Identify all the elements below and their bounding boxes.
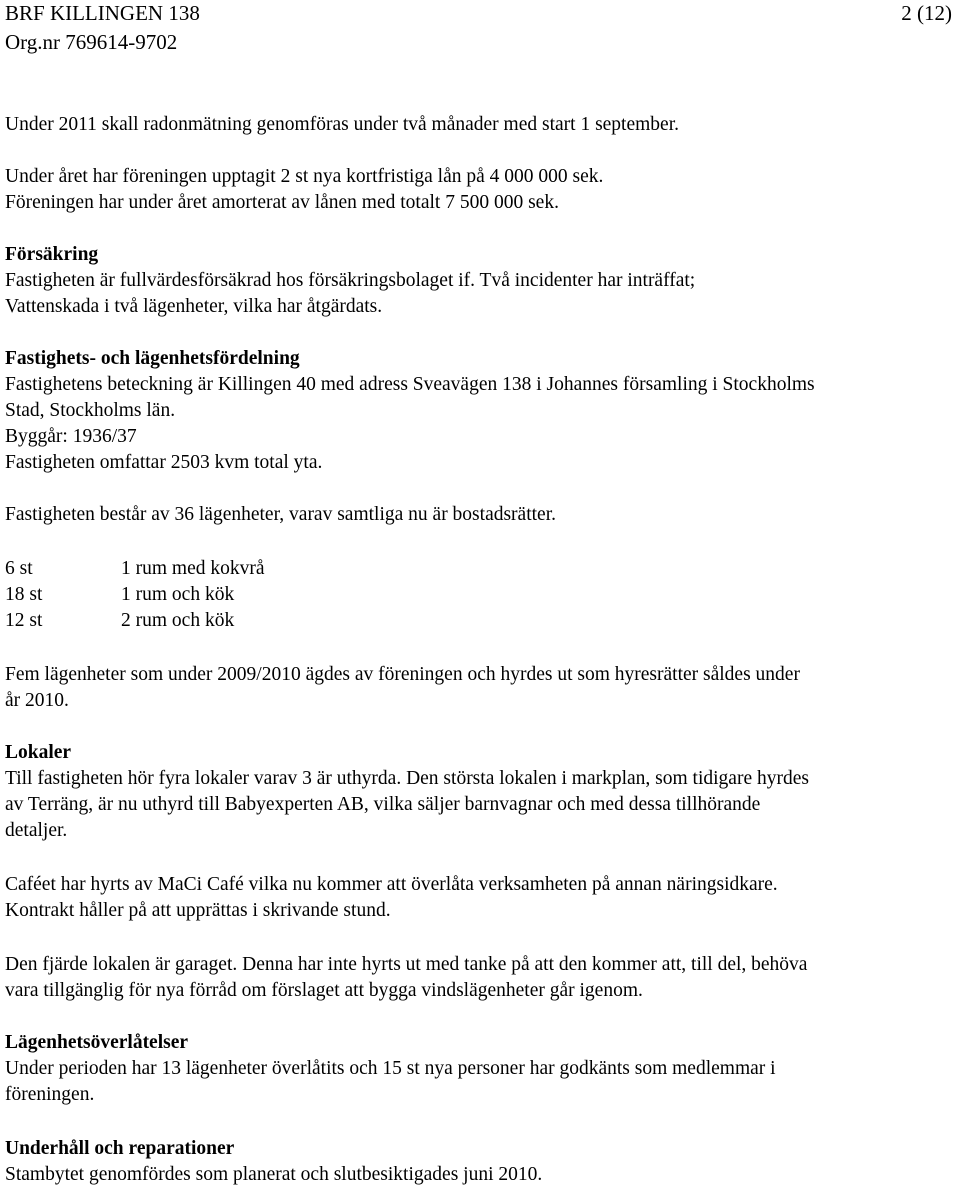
page-number: 2 (12) <box>901 1 952 25</box>
transfers-line-2: föreningen. <box>5 1084 95 1105</box>
radon-text: Under 2011 skall radonmätning genomföras under två månader med start 1 september. <box>5 114 679 135</box>
premises-p1-line-1: Till fastigheten hör fyra lokaler varav 3 är uthyrda. Den största lokalen i markplan, som tidigare hyrdes <box>5 768 809 789</box>
loans-line-1: Under året har föreningen upptagit 2 st nya kortfristiga lån på 4 000 000 sek. <box>5 166 604 187</box>
property-line-1: Fastighetens beteckning är Killingen 40 med adress Sveavägen 138 i Johannes församling i Stockholms <box>5 374 815 395</box>
maintenance-line-1: Stambytet genomfördes som planerat och slutbesiktigades juni 2010. <box>5 1164 543 1185</box>
apartment-count: 12 st <box>5 610 43 631</box>
property-heading: Fastighets- och lägenhetsfördelning <box>5 348 300 369</box>
association-title: BRF KILLINGEN 138 <box>5 1 200 25</box>
loans-line-2: Föreningen har under året amorterat av lånen med totalt 7 500 000 sek. <box>5 192 559 213</box>
premises-heading: Lokaler <box>5 742 72 763</box>
apartment-count: 18 st <box>5 584 43 605</box>
org-number: Org.nr 769614-9702 <box>5 30 178 54</box>
apartment-type: 2 rum och kök <box>121 610 235 631</box>
property-line-3: Byggår: 1936/37 <box>5 426 137 447</box>
transfers-heading: Lägenhetsöverlåtelser <box>5 1032 189 1053</box>
sold-line-2: år 2010. <box>5 690 69 711</box>
premises-p2-line-2: Kontrakt håller på att upprättas i skrivande stund. <box>5 900 391 921</box>
premises-p2-line-1: Caféet har hyrts av MaCi Café vilka nu kommer att överlåta verksamheten på annan näringsidkare. <box>5 874 778 895</box>
insurance-heading: Försäkring <box>5 244 99 265</box>
premises-p1-line-3: detaljer. <box>5 820 68 841</box>
premises-p3-line-1: Den fjärde lokalen är garaget. Denna har inte hyrts ut med tanke på att den kommer att, till del, behöva <box>5 954 808 975</box>
sold-line-1: Fem lägenheter som under 2009/2010 ägdes av föreningen och hyrdes ut som hyresrätter såldes under <box>5 664 800 685</box>
insurance-line-1: Fastigheten är fullvärdesförsäkrad hos försäkringsbolaget if. Två incidenter har inträffat; <box>5 270 696 291</box>
apartment-count: 6 st <box>5 558 33 579</box>
apartment-type: 1 rum och kök <box>121 584 235 605</box>
maintenance-heading: Underhåll och reparationer <box>5 1138 235 1159</box>
apartments-intro: Fastigheten består av 36 lägenheter, varav samtliga nu är bostadsrätter. <box>5 504 556 525</box>
insurance-line-2: Vattenskada i två lägenheter, vilka har åtgärdats. <box>5 296 383 317</box>
premises-p3-line-2: vara tillgänglig för nya förråd om förslaget att bygga vindslägenheter går igenom. <box>5 980 643 1001</box>
apartment-type: 1 rum med kokvrå <box>121 558 265 579</box>
property-line-4: Fastigheten omfattar 2503 kvm total yta. <box>5 452 323 473</box>
property-line-2: Stad, Stockholms län. <box>5 400 176 421</box>
premises-p1-line-2: av Terräng, är nu uthyrd till Babyexperten AB, vilka säljer barnvagnar och med dessa tillhörande <box>5 794 761 815</box>
transfers-line-1: Under perioden har 13 lägenheter överlåtits och 15 st nya personer har godkänts som medlemmar i <box>5 1058 776 1079</box>
